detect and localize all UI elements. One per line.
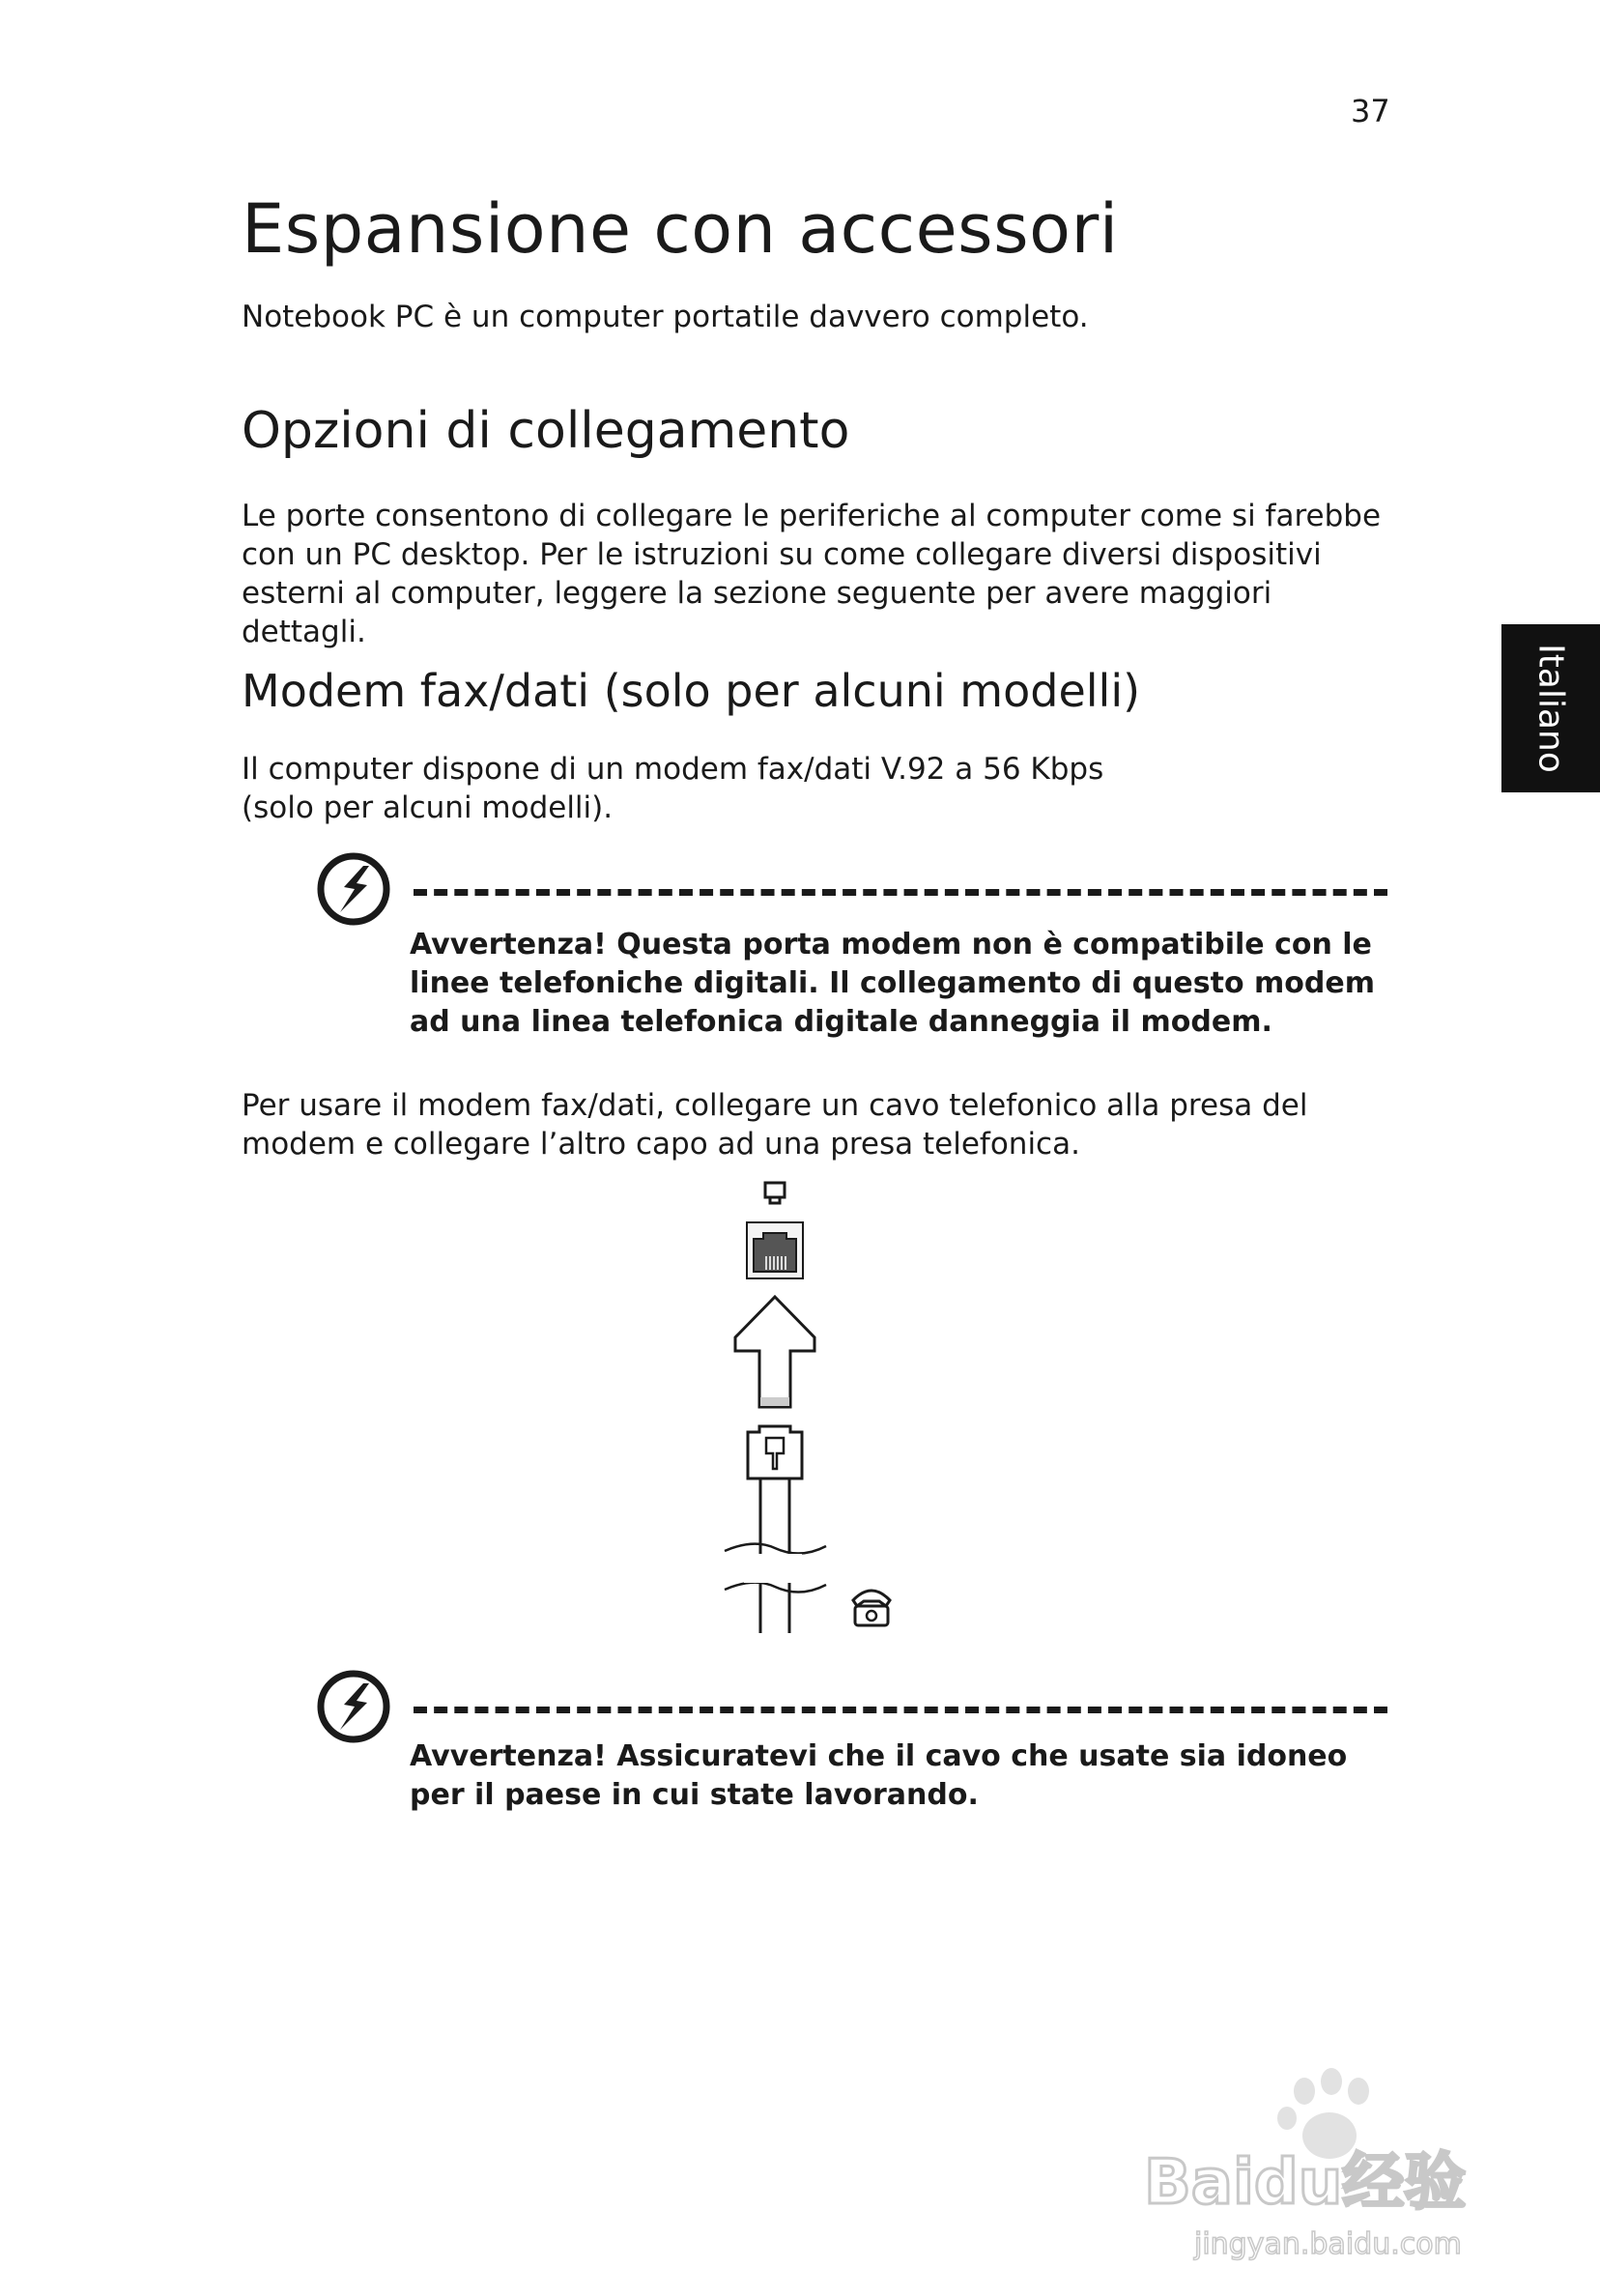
baidu-watermark-logo [1130, 2049, 1517, 2271]
options-paragraph: Le porte consentono di collegare le periferiche al computer come si farebbe con un PC desktop. Per le istruzioni su come collegare diversi dispositivi esterni al computer, leggere la sezione seguente per avere maggiori dettagli. [242, 499, 1382, 649]
rj11-jack-icon [747, 1222, 803, 1278]
cable-break-icon [725, 1544, 826, 1593]
insert-arrow-icon [735, 1297, 814, 1407]
telephone-icon [853, 1591, 890, 1625]
modem-paragraph-line2: (solo per alcuni modelli). [242, 790, 614, 825]
watermark-url: jingyan.baidu.com [1194, 2227, 1462, 2261]
warning-text: Avvertenza! Assicuratevi che il cavo che usate sia idoneo per il paese in cui state lavorando. [410, 1739, 1348, 1812]
rj11-plug-icon [748, 1426, 802, 1633]
language-tab-label: Italiano [1530, 644, 1571, 773]
modem-paragraph-line1: Il computer dispone di un modem fax/dati V.92 a 56 Kbps [242, 752, 1104, 787]
page-number: 37 [1351, 93, 1390, 129]
modem-paragraph [242, 750, 1401, 827]
warning-divider [414, 1707, 1387, 1713]
language-tab [1501, 624, 1600, 792]
warning-text: Avvertenza! Questa porta modem non è compatibile con le linee telefoniche digitali. Il collegamento di questo modem ad una linea telefonica digitale danneggia il modem. [410, 928, 1375, 1039]
intro-paragraph: Notebook PC è un computer portatile davvero completo. [242, 300, 1089, 334]
lightning-warning-icon [315, 850, 392, 928]
modem-connection-diagram [715, 1179, 908, 1633]
section-heading-modem: Modem fax/dati (solo per alcuni modelli) [242, 665, 1141, 717]
modem-port-symbol-icon [765, 1183, 785, 1203]
lightning-warning-icon [315, 1668, 392, 1745]
page-title: Espansione con accessori [242, 189, 1119, 269]
section-heading-options: Opzioni di collegamento [242, 402, 850, 460]
usage-paragraph: Per usare il modem fax/dati, collegare un cavo telefonico alla presa del modem e collegare l’altro capo ad una presa telefonica. [242, 1088, 1308, 1162]
warning-divider [414, 889, 1387, 896]
watermark-brand: Baidu经验 [1144, 2147, 1467, 2219]
